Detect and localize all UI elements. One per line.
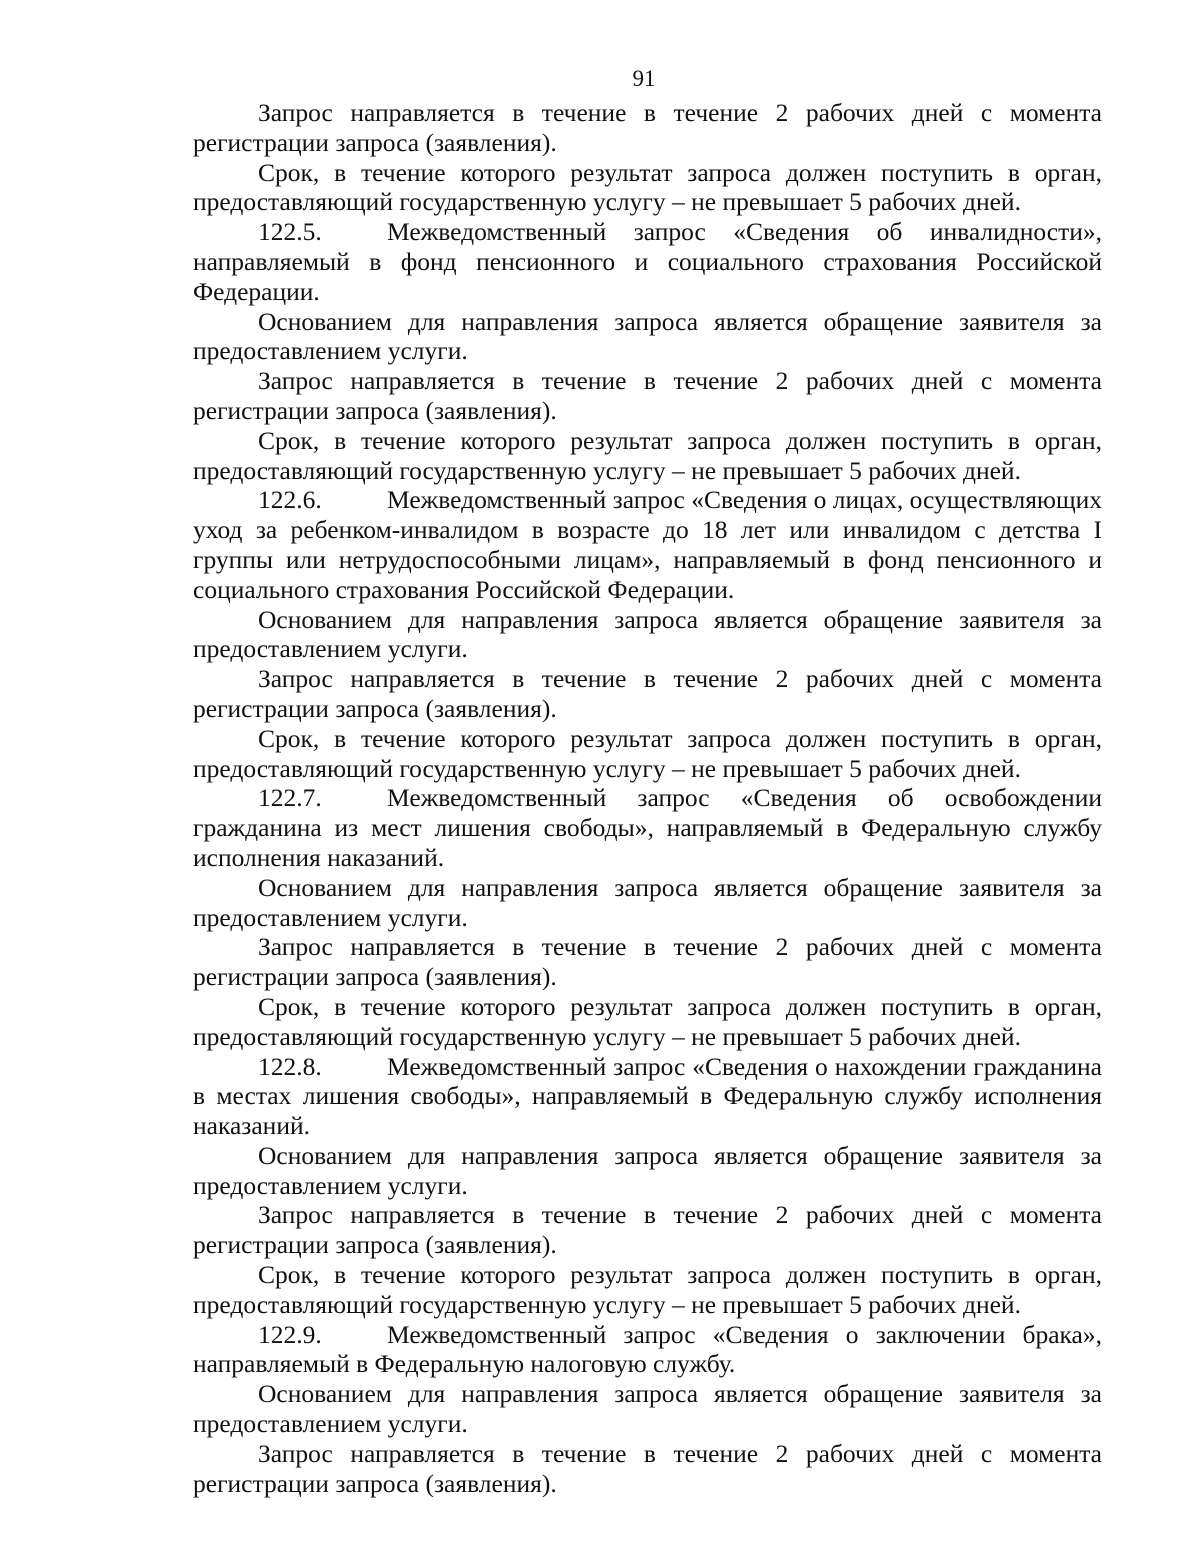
clause-number: 122.9. — [258, 1319, 322, 1349]
paragraph: Срок, в течение которого результат запроса должен поступить в орган, предоставляющий государственную услугу – не превышает 5 рабочих дней. — [193, 991, 1102, 1051]
clause — [193, 1320, 1102, 1380]
document-body — [193, 98, 1102, 1498]
paragraph: Срок, в течение которого результат запроса должен поступить в орган, предоставляющий государственную услугу – не превышает 5 рабочих дней. — [193, 157, 1102, 217]
clause — [193, 217, 1102, 306]
paragraph: Запрос направляется в течение в течение 2 рабочих дней с момента регистрации запроса (заявления). — [193, 1438, 1102, 1498]
clause-number: 122.8. — [258, 1051, 322, 1081]
clause-text: Межведомственный запрос «Сведения об инвалидности», направляемый в фонд пенсионного и социального страхования Российской Федерации. — [193, 217, 1102, 306]
clause-text: Межведомственный запрос «Сведения о заключении брака», направляемый в Федеральную налоговую службу. — [193, 1319, 1102, 1379]
paragraph: Запрос направляется в течение в течение 2 рабочих дней с момента регистрации запроса (заявления). — [193, 664, 1102, 723]
clause-text: Межведомственный запрос «Сведения о нахождении гражданина в местах лишения свободы», направляемый в Федеральную службу исполнения наказаний. — [193, 1051, 1102, 1141]
clause — [193, 1052, 1102, 1141]
clause-number: 122.6. — [258, 485, 322, 515]
paragraph: Основанием для направления запроса является обращение заявителя за предоставлением услуги. — [193, 872, 1102, 932]
paragraph: Основанием для направления запроса является обращение заявителя за предоставлением услуги. — [193, 306, 1102, 366]
paragraph: Запрос направляется в течение в течение 2 рабочих дней с момента регистрации запроса (заявления). — [193, 932, 1102, 992]
paragraph: Срок, в течение которого результат запроса должен поступить в орган, предоставляющий государственную услугу – не превышает 5 рабочих дней. — [193, 723, 1102, 783]
clause-text: Межведомственный запрос «Сведения о лицах, осуществляющих уход за ребенком-инвалидом в возрасте до 18 лет или инвалидом с детства I группы или нетрудоспособными лицам», направляемый в фонд пенсионного и социального страхования Российской Федерации. — [193, 485, 1102, 604]
paragraph: Срок, в течение которого результат запроса должен поступить в орган, предоставляющий государственную услугу – не превышает 5 рабочих дней. — [193, 425, 1102, 485]
clause — [193, 783, 1102, 872]
paragraph: Запрос направляется в течение в течение 2 рабочих дней с момента регистрации запроса (заявления). — [193, 1200, 1102, 1260]
clause-text: Межведомственный запрос «Сведения об освобождении гражданина из мест лишения свободы», направляемый в Федеральную службу исполнения наказаний. — [193, 783, 1102, 872]
paragraph: Срок, в течение которого результат запроса должен поступить в орган, предоставляющий государственную услугу – не превышает 5 рабочих дней. — [193, 1260, 1102, 1319]
clause-number: 122.7. — [258, 783, 322, 813]
paragraph: Запрос направляется в течение в течение 2 рабочих дней с момента регистрации запроса (заявления). — [193, 366, 1102, 425]
paragraph: Основанием для направления запроса является обращение заявителя за предоставлением услуги. — [193, 604, 1102, 664]
clause — [193, 485, 1102, 604]
paragraph: Основанием для направления запроса является обращение заявителя за предоставлением услуги. — [193, 1140, 1102, 1200]
page-number: 91 — [632, 66, 656, 91]
paragraph: Основанием для направления запроса является обращение заявителя за предоставлением услуги. — [193, 1379, 1102, 1439]
paragraph: Запрос направляется в течение в течение 2 рабочих дней с момента регистрации запроса (заявления). — [193, 98, 1102, 157]
clause-number: 122.5. — [258, 217, 322, 247]
